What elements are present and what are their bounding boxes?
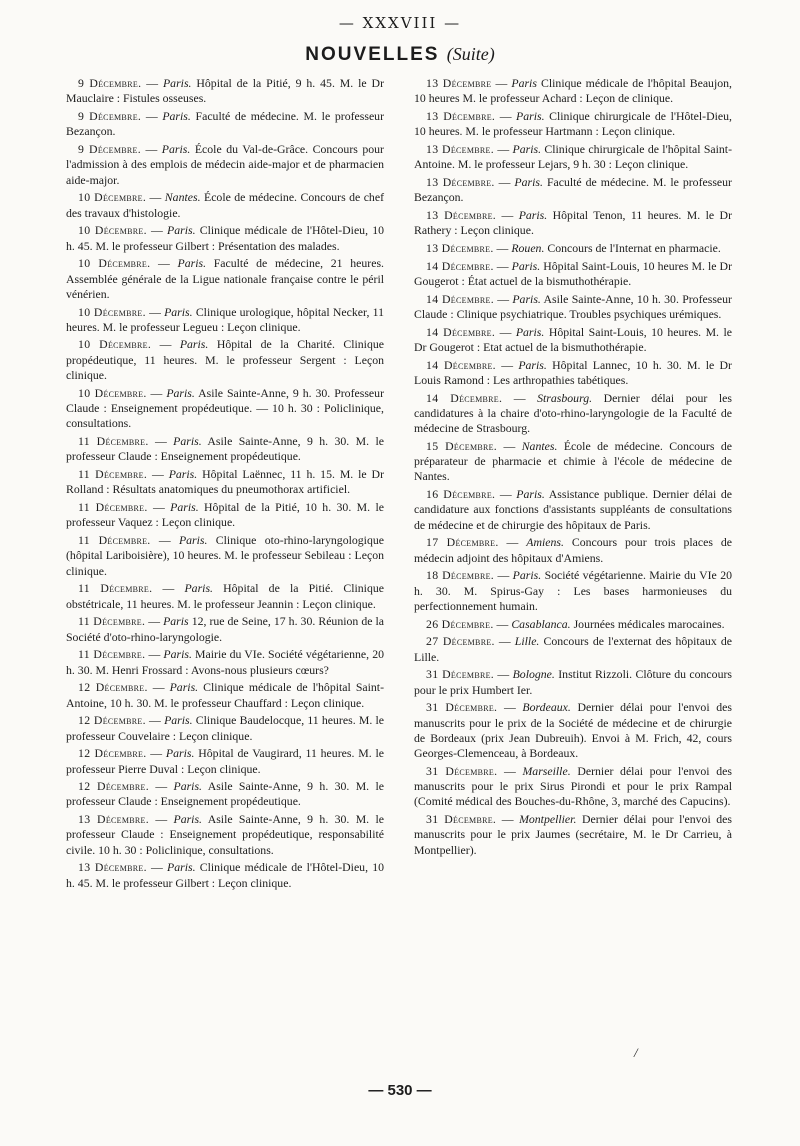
title-suite: (Suite) — [446, 44, 495, 64]
entry-text: 12, rue de Seine, 17 h. 30. Réunion de la Société d'oto-rhino-laryngologie. — [66, 614, 384, 644]
entry-date: 13 Décembre. — [78, 812, 149, 827]
entry-text: Faculté de médecine, 21 heures. Assemblée générale de la Ligue nationale française contre le péril vénérien. — [66, 256, 384, 301]
entry-date: 14 Décembre. — [426, 258, 494, 273]
entry-date: 15 Décembre. — [426, 438, 498, 453]
news-entry: 17 Décembre. — Amiens. Concours pour trois places de médecin adjoint des hôpitaux d'Amiens. — [414, 535, 732, 565]
news-entry: 13 Décembre. — Paris. Hôpital Tenon, 11 heures. M. le Dr Rathery : Leçon clinique. — [414, 207, 732, 238]
entry-text: Hôpital de la Charité. Clinique propédeutique, 11 heures. M. le professeur Sergent : Leçon clinique. — [66, 337, 384, 383]
entry-city: Strasbourg. — [537, 390, 593, 405]
entry-text: Faculté de médecine. M. le professeur Bezançon. — [66, 108, 385, 139]
news-entry: 9 Décembre. — Paris. Faculté de médecine. M. le professeur Bezançon. — [66, 108, 385, 139]
entry-city: Paris. — [165, 746, 195, 761]
entry-text: Hôpital Laënnec, 11 h. 15. M. le Dr Rolland : Résultats anatomiques du pneumothorax artificiel. — [66, 467, 385, 497]
news-entry: 31 Décembre. — Bologne. Institut Rizzoli. Clôture du concours pour le prix Humbert Ier. — [414, 667, 732, 697]
news-entry: 11 Décembre. — Paris. Hôpital de la Pitié. Clinique obstétricale, 11 heures. M. le professeur Jeannin : Leçon clinique. — [66, 581, 384, 611]
entry-date: 31 Décembre. — [426, 812, 497, 827]
entry-text: Clinique médicale de l'hôpital Saint-Antoine, 10 h. 30. M. le professeur Chauffard : Leçon clinique. — [66, 680, 385, 710]
entry-text: Hôpital de la Pitié, 9 h. 45. M. le Dr Mauclaire : Fistules osseuses. — [66, 76, 385, 106]
entry-date: 11 Décembre. — [78, 434, 149, 449]
entry-city: Casablanca. — [511, 616, 571, 631]
entry-city: Paris. — [173, 434, 202, 449]
entry-date: 14 Décembre. — [426, 324, 496, 339]
entry-city: Lille. — [514, 634, 540, 649]
section-title — [0, 44, 800, 66]
entry-date: 31 Décembre. — [426, 700, 498, 715]
news-entry: 13 Décembre. — Paris. Faculté de médecine. M. le professeur Bezançon. — [414, 174, 732, 205]
entry-date: 10 Décembre. — [78, 337, 152, 352]
news-entry: 12 Décembre. — Paris. Clinique médicale de l'hôpital Saint-Antoine, 10 h. 30. M. le professeur Chauffard : Leçon clinique. — [66, 680, 385, 710]
news-entry: 13 Décembre. — Rouen. Concours de l'Internat en pharmacie. — [426, 240, 721, 255]
entry-text: Concours pour trois places de médecin adjoint des hôpitaux d'Amiens. — [414, 535, 732, 565]
entry-text: Clinique oto-rhino-laryngologique (hôpital Lariboisière), 10 heures. M. le professeur Sebileau : Leçon clinique. — [66, 533, 384, 578]
news-entry: 12 Décembre. — Paris. Hôpital de Vaugirard, 11 heures. M. le professeur Pierre Duval : Leçon clinique. — [66, 746, 384, 776]
entry-city: Paris — [511, 76, 537, 90]
entry-city: Nantes. — [164, 190, 201, 205]
entry-text: Asile Sainte-Anne, 9 h. 30. Professeur Claude : Enseignement propédeutique. — 10 h. 30 : Policlinique, consultations. — [66, 385, 384, 431]
news-entry: 10 Décembre. — Nantes. École de médecine. Concours de chef des travaux d'histologie. — [66, 190, 384, 220]
entry-text: École du Val-de-Grâce. Concours pour l'admission à des emplois de médecin aide-major et de pharmacien aide-major. — [66, 141, 384, 187]
news-entry: 26 Décembre. — Casablanca. Journées médicales marocaines. — [426, 616, 725, 631]
entry-city: Paris. — [166, 385, 195, 400]
entry-text: Hôpital Saint-Louis, 10 heures. M. le Dr Gougerot : Etat actuel de la bismuthothérapie. — [414, 324, 732, 354]
entry-city: Paris. — [515, 324, 545, 339]
entry-text: Hôpital de la Pitié, 10 h. 30. M. le professeur Vaquez : Leçon clinique. — [66, 500, 384, 530]
entry-date: 12 Décembre. — [78, 746, 147, 761]
entry-date: 11 Décembre. — [78, 614, 146, 629]
news-entry: 13 Décembre. — Paris. Clinique médicale de l'Hôtel-Dieu, 10 h. 45. M. le professeur Gilbert : Leçon clinique. — [66, 860, 385, 890]
news-entry: 9 Décembre. — Paris. École du Val-de-Grâce. Concours pour l'admission à des emplois de médecin aide-major et de pharmacien aide-major. — [66, 141, 384, 187]
news-entry: 12 Décembre. — Paris. Asile Sainte-Anne, 9 h. 30. M. le professeur Claude : Enseignement propédeutique. — [66, 779, 384, 809]
entry-text: Mairie du VIe. Société végétarienne, 20 h. 30. M. Henri Frossard : Avons-nous plusieurs cœurs? — [66, 647, 384, 677]
title-text: NOUVELLES — [305, 44, 440, 65]
news-entry: 11 Décembre. — Paris. Hôpital de la Pitié, 10 h. 30. M. le professeur Vaquez : Leçon clinique. — [66, 500, 384, 530]
entry-city: Montpellier. — [519, 812, 577, 827]
entry-city: Paris. — [164, 304, 193, 319]
entry-text: Hôpital Tenon, 11 heures. M. le Dr Rathery : Leçon clinique. — [414, 207, 732, 238]
entry-date: 13 Décembre. — [426, 207, 497, 222]
news-entry: 15 Décembre. — Nantes. École de médecine. Concours de préparateur de pharmacie et chimie à l'école de médecine de Nantes. — [414, 438, 732, 484]
entry-date: 31 Décembre. — [426, 763, 498, 778]
entry-city: Bologne. — [512, 667, 555, 682]
news-entry: 11 Décembre. — Paris. Hôpital Laënnec, 11 h. 15. M. le Dr Rolland : Résultats anatomiques du pneumothorax artificiel. — [66, 467, 385, 497]
news-entry: 12 Décembre. — Paris. Clinique Baudelocque, 11 heures. M. le professeur Couvelaire : Leçon clinique. — [66, 713, 384, 743]
entry-text: Asile Sainte-Anne, 9 h. 30. M. le professeur Claude : Enseignement propédeutique, responsabilité civile. 10 h. 30 : Policlinique, consultations. — [66, 812, 384, 857]
entry-text: Dernier délai pour l'envoi des manuscrits pour le prix Jaumes (secrétaire, M. le Dr Carrieu, à Montpellier). — [414, 812, 732, 857]
entry-date: 10 Décembre. — [78, 190, 147, 205]
news-entry: 11 Décembre. — Paris. Clinique oto-rhino-laryngologique (hôpital Lariboisière), 10 heures. M. le professeur Sebileau : Leçon clinique. — [66, 533, 384, 578]
entry-city: Paris. — [511, 258, 541, 273]
entry-date: 13 Décembre. — [426, 174, 495, 189]
entry-text: Dernier délai pour les candidatures à la chaire d'oto-rhino-laryngologie de la Faculté de médecine de Strasbourg. — [414, 390, 732, 436]
stray-mark: / — [634, 1045, 638, 1060]
news-entry: 27 Décembre. — Lille. Concours de l'externat des hôpitaux de Lille. — [414, 634, 732, 664]
news-entry: 13 Décembre. — Paris. Asile Sainte-Anne, 9 h. 30. M. le professeur Claude : Enseignement propédeutique, responsabilité civile. 10 h. 30 : Policlinique, consultations. — [66, 812, 384, 857]
entry-city: Paris. — [177, 256, 207, 271]
entry-date: 13 Décembre. — [78, 860, 147, 875]
news-entry: 14 Décembre. — Paris. Hôpital Saint-Louis, 10 heures M. le Dr Gougerot : État actuel de la bismuthothérapie. — [414, 258, 732, 288]
entry-text: Clinique Baudelocque, 11 heures. M. le professeur Couvelaire : Leçon clinique. — [66, 713, 384, 743]
entry-city: Paris. — [161, 141, 191, 156]
entry-text: École de médecine. Concours de chef des travaux d'histologie. — [66, 190, 384, 220]
entry-city: Paris. — [178, 533, 208, 547]
entry-date: 14 Décembre. — [426, 357, 496, 372]
entry-city: Paris. — [173, 779, 202, 794]
entry-date: 12 Décembre. — [78, 680, 148, 695]
entry-text: Asile Sainte-Anne, 9 h. 30. M. le professeur Claude : Enseignement propédeutique. — [66, 434, 384, 464]
entry-text: Clinique médicale de l'Hôtel-Dieu, 10 h. 45. M. le professeur Gilbert : Présentation des malades. — [66, 223, 385, 253]
entry-text: Assistance publique. Dernier délai de candidature aux fonctions d'assistants suppléants de consultations de médecine et de chirurgie des hôpitaux de Paris. — [414, 487, 732, 532]
entry-text: École de médecine. Concours de préparateur de pharmacie et chimie à l'école de médecine de Nantes. — [414, 438, 732, 484]
entry-city: Rouen. — [511, 240, 545, 255]
entry-date: 10 Décembre. — [78, 223, 147, 238]
entry-city: Paris. — [169, 680, 199, 695]
news-entry: 31 Décembre. — Bordeaux. Dernier délai pour l'envoi des manuscrits pour le prix de la Société de médecine et de chirurgie de Bordeaux (prix Jean Dubreuih). Envoi à M. Frich, 42, cours Georges-Clemenceau, à Bordeaux. — [414, 700, 732, 761]
entry-city: Paris. — [518, 357, 547, 372]
entry-date: 17 Décembre. — [426, 535, 499, 550]
news-entry: 11 Décembre. — Paris. Asile Sainte-Anne, 9 h. 30. M. le professeur Claude : Enseignement propédeutique. — [66, 434, 384, 464]
news-entry: 14 Décembre. — Paris. Hôpital Lannec, 10 h. 30. M. le Dr Louis Ramond : Les arthropathies tabétiques. — [414, 357, 732, 387]
entry-text: Hôpital Lannec, 10 h. 30. M. le Dr Louis Ramond : Les arthropathies tabétiques. — [414, 357, 732, 387]
entry-text: Clinique urologique, hôpital Necker, 11 heures. M. le professeur Legueu : Leçon clinique. — [66, 304, 384, 334]
entry-date: 14 Décembre. — [426, 291, 494, 306]
news-entry: 14 Décembre. — Paris. Hôpital Saint-Louis, 10 heures. M. le Dr Gougerot : Etat actuel de la bismuthothérapie. — [414, 324, 732, 354]
right-column — [414, 76, 732, 860]
entry-city: Paris. — [518, 207, 548, 222]
news-entry: 10 Décembre. — Paris. Faculté de médecine, 21 heures. Assemblée générale de la Ligue nationale française contre le péril vénérien. — [66, 256, 384, 301]
news-entry: 31 Décembre. — Marseille. Dernier délai pour l'envoi des manuscrits pour le prix Sirus Pirondi et pour le prix Rampal (Comité médical des Bouches-du-Rhône, 3, marché des Capucins). — [414, 763, 732, 809]
entry-city: Paris. — [167, 223, 196, 238]
entry-text: Clinique chirurgicale de l'hôpital Saint-Antoine. M. le professeur Lejars, 9 h. 30 : Leçon clinique. — [414, 141, 732, 172]
news-entry: 10 Décembre. — Paris. Clinique urologique, hôpital Necker, 11 heures. M. le professeur Legueu : Leçon clinique. — [66, 304, 384, 334]
news-entry: 14 Décembre. — Paris. Asile Sainte-Anne, 10 h. 30. Professeur Claude : Clinique psychiatrique. Troubles psychiques urémiques. — [414, 291, 732, 321]
entry-text: Clinique médicale de l'hôpital Beaujon, 10 heures M. le professeur Achard : Leçon de clinique. — [414, 76, 732, 106]
entry-city: Paris. — [512, 141, 542, 156]
news-entry: 10 Décembre. — Paris. Hôpital de la Charité. Clinique propédeutique, 11 heures. M. le professeur Sergent : Leçon clinique. — [66, 337, 384, 383]
entry-date: 9 Décembre. — [78, 108, 142, 123]
page-number: — 530 — — [368, 1082, 432, 1099]
entry-city: Paris. — [514, 174, 543, 189]
left-column — [66, 76, 384, 893]
entry-text: Dernier délai pour l'envoi des manuscrits pour le prix Sirus Pirondi et pour le prix Rampal (Comité médical des Bouches-du-Rhône, 3, marché des Capucins). — [414, 763, 732, 809]
entry-text: Asile Sainte-Anne, 9 h. 30. M. le professeur Claude : Enseignement propédeutique. — [66, 779, 384, 809]
entry-date: 10 Décembre. — [78, 256, 151, 271]
news-entry: 18 Décembre. — Paris. Société végétarienne. Mairie du VIe 20 h. 30. M. Spirus-Gay : Les bases harmonieuses du perfectionnement humain. — [414, 568, 732, 613]
entry-date: 13 Décembre — [426, 76, 492, 90]
entry-city: Paris — [163, 614, 189, 629]
news-entry: 9 Décembre. — Paris. Hôpital de la Pitié, 9 h. 45. M. le Dr Mauclaire : Fistules osseuses. — [66, 76, 385, 106]
entry-city: Marseille. — [522, 763, 571, 778]
entry-date: 11 Décembre. — [78, 533, 151, 547]
news-entry: 31 Décembre. — Montpellier. Dernier délai pour l'envoi des manuscrits pour le prix Jaumes (secrétaire, M. le Dr Carrieu, à Montpellier). — [414, 812, 732, 857]
entry-date: 9 Décembre. — [78, 76, 142, 90]
entry-city: Paris. — [167, 860, 196, 875]
entry-text: Hôpital de la Pitié. Clinique obstétricale, 11 heures. M. le professeur Jeannin : Leçon clinique. — [66, 581, 384, 611]
news-entry: 11 Décembre. — Paris. Mairie du VIe. Société végétarienne, 20 h. 30. M. Henri Frossard : Avons-nous plusieurs cœurs? — [66, 647, 384, 677]
entry-city: Bordeaux. — [522, 700, 571, 715]
entry-text: Concours de l'Internat en pharmacie. — [547, 240, 721, 255]
news-entry: 14 Décembre. — Strasbourg. Dernier délai pour les candidatures à la chaire d'oto-rhino-laryngologie de la Faculté de médecine de Strasbourg. — [414, 390, 732, 436]
entry-city: Nantes. — [521, 438, 558, 453]
entry-date: 16 Décembre. — [426, 487, 496, 502]
news-entry: 11 Décembre. — Paris 12, rue de Seine, 17 h. 30. Réunion de la Société d'oto-rhino-laryngologie. — [66, 614, 384, 644]
entry-city: Paris. — [516, 487, 545, 502]
entry-city: Paris. — [184, 581, 213, 596]
entry-city: Paris. — [163, 647, 192, 662]
entry-date: 12 Décembre. — [78, 779, 149, 794]
roman-page-numeral: — XXXVIII — — [338, 14, 462, 32]
entry-date: 10 Décembre. — [78, 385, 147, 400]
entry-date: 14 Décembre. — [426, 390, 503, 405]
entry-text: Clinique chirurgicale de l'Hôtel-Dieu, 10 heures. M. le professeur Hartmann : Leçon clinique. — [414, 108, 732, 139]
entry-text: Société végétarienne. Mairie du VIe 20 h. 30. M. Spirus-Gay : Les bases harmonieuses du perfectionnement humain. — [414, 568, 732, 613]
entry-text: Faculté de médecine. M. le professeur Bezançon. — [414, 174, 732, 205]
entry-text: Dernier délai pour l'envoi des manuscrits pour le prix de la Société de médecine et de chirurgie de Bordeaux (prix Jean Dubreuih). Envoi à M. Frich, 42, cours Georges-Clemenceau, à Bordeaux. — [414, 700, 732, 761]
news-entry: 10 Décembre. — Paris. Asile Sainte-Anne, 9 h. 30. Professeur Claude : Enseignement propédeutique. — 10 h. 30 : Policlinique, consultations. — [66, 385, 384, 431]
entry-date: 31 Décembre. — [426, 667, 495, 682]
entry-city: Paris. — [168, 467, 198, 482]
entry-city: Amiens. — [526, 535, 564, 550]
entry-date: 11 Décembre. — [78, 647, 146, 662]
entry-city: Paris. — [170, 500, 199, 515]
entry-city: Paris. — [179, 337, 209, 352]
entry-city: Paris. — [164, 713, 193, 728]
entry-city: Paris. — [512, 568, 542, 583]
entry-city: Paris. — [512, 291, 541, 306]
entry-date: 9 Décembre. — [78, 141, 141, 156]
entry-date: 13 Décembre. — [426, 108, 496, 123]
entry-text: Institut Rizzoli. Clôture du concours pour le prix Humbert Ier. — [414, 667, 732, 697]
news-entry: 13 Décembre. — Paris. Clinique chirurgicale de l'hôpital Saint-Antoine. M. le professeur Lejars, 9 h. 30 : Leçon clinique. — [414, 141, 732, 172]
entry-date: 18 Décembre. — [426, 568, 495, 583]
entry-city: Paris. — [173, 812, 202, 827]
entry-text: Clinique médicale de l'Hôtel-Dieu, 10 h. 45. M. le professeur Gilbert : Leçon clinique. — [66, 860, 385, 890]
entry-date: 11 Décembre. — [78, 467, 148, 482]
entry-date: 13 Décembre. — [426, 141, 494, 156]
entry-city: Paris. — [516, 108, 545, 123]
entry-text: Hôpital Saint-Louis, 10 heures M. le Dr Gougerot : État actuel de la bismuthothérapie. — [414, 258, 732, 288]
entry-city: Paris. — [162, 108, 191, 123]
entry-date: 13 Décembre. — [426, 240, 494, 255]
entry-date: 11 Décembre. — [78, 500, 148, 515]
entry-date: 10 Décembre. — [78, 304, 146, 319]
entry-text: Journées médicales marocaines. — [573, 616, 725, 631]
entry-date: 27 Décembre. — [426, 634, 495, 649]
news-entry: 10 Décembre. — Paris. Clinique médicale de l'Hôtel-Dieu, 10 h. 45. M. le professeur Gilbert : Présentation des malades. — [66, 223, 385, 253]
entry-date: 26 Décembre. — [426, 616, 494, 631]
entry-text: Asile Sainte-Anne, 10 h. 30. Professeur Claude : Clinique psychiatrique. Troubles psychiques urémiques. — [414, 291, 732, 321]
news-entry: 13 Décembre. — Paris. Clinique chirurgicale de l'Hôtel-Dieu, 10 heures. M. le professeur Hartmann : Leçon clinique. — [414, 108, 732, 139]
entry-city: Paris. — [162, 76, 192, 90]
news-entry: 13 Décembre — Paris Clinique médicale de l'hôpital Beaujon, 10 heures M. le professeur Achard : Leçon de clinique. — [414, 76, 732, 106]
entry-date: 11 Décembre. — [78, 581, 153, 596]
news-entry: 16 Décembre. — Paris. Assistance publique. Dernier délai de candidature aux fonctions d'assistants suppléants de consultations de médecine et de chirurgie des hôpitaux de Paris. — [414, 487, 732, 532]
entry-text: Concours de l'externat des hôpitaux de Lille. — [414, 634, 732, 664]
entry-date: 12 Décembre. — [78, 713, 146, 728]
entry-text: Hôpital de Vaugirard, 11 heures. M. le professeur Pierre Duval : Leçon clinique. — [66, 746, 384, 776]
